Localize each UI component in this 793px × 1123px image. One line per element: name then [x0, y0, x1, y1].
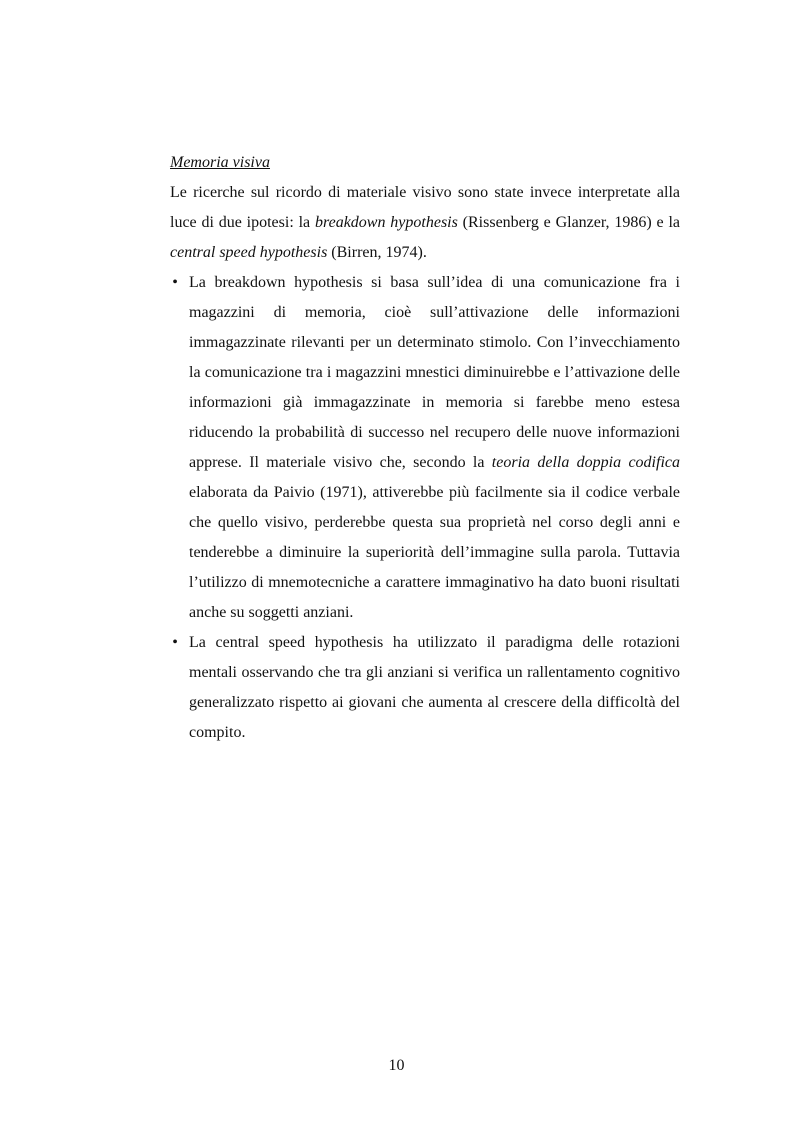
intro-italic-breakdown: breakdown hypothesis [314, 214, 458, 231]
breakdown-italic-theory: teoria della doppia codifica [491, 454, 680, 471]
section-heading: Memoria visiva [170, 154, 270, 171]
page-number: 10 [388, 1057, 405, 1074]
list-item-breakdown [170, 268, 680, 628]
intro-text-1: Le ricerche sul ricordo di materiale visivo sono state invece interpretate alla luce di due ipotesi: la [170, 184, 680, 231]
intro-paragraph [170, 178, 680, 268]
page-content [170, 148, 680, 748]
breakdown-text-1: La breakdown hypothesis si basa sull’idea di una comunicazione fra i magazzini di memoria, cioè sull’attivazione delle informazioni immagazzinate rilevanti per un determinato stimolo. Con l’invecchiamento la comunicazione tra i magazzini mnestici diminuirebbe e l’attivazione delle informazioni già immagazzinate in memoria si farebbe meno estesa riducendo la probabilità di successo nel recupero delle nuove informazioni apprese. Il materiale visivo che, secondo la [189, 274, 680, 471]
intro-italic-central-speed: central speed hypothesis [170, 244, 328, 261]
breakdown-text-2: elaborata da Paivio (1971), attiverebbe più facilmente sia il codice verbale che quello visivo, perderebbe questa sua proprietà nel corso degli anni e tenderebbe a diminuire la superiorità dell’immagine sulla parola. Tuttavia l’utilizzo di mnemotecniche a carattere immaginativo ha dato buoni risultati anche su soggetti anziani. [189, 484, 680, 621]
bullet-icon: • [172, 634, 178, 651]
intro-text-2: (Rissenberg e Glanzer, 1986) e la [457, 214, 681, 231]
hypothesis-list [170, 268, 680, 748]
bullet-icon: • [172, 274, 178, 291]
intro-text-3: (Birren, 1974). [327, 244, 427, 261]
list-item-central-speed [170, 628, 680, 748]
central-speed-text: La central speed hypothesis ha utilizzato il paradigma delle rotazioni mentali osservando che tra gli anziani si verifica un rallentamento cognitivo generalizzato rispetto ai giovani che aumenta al crescere della difficoltà del compito. [189, 634, 680, 741]
